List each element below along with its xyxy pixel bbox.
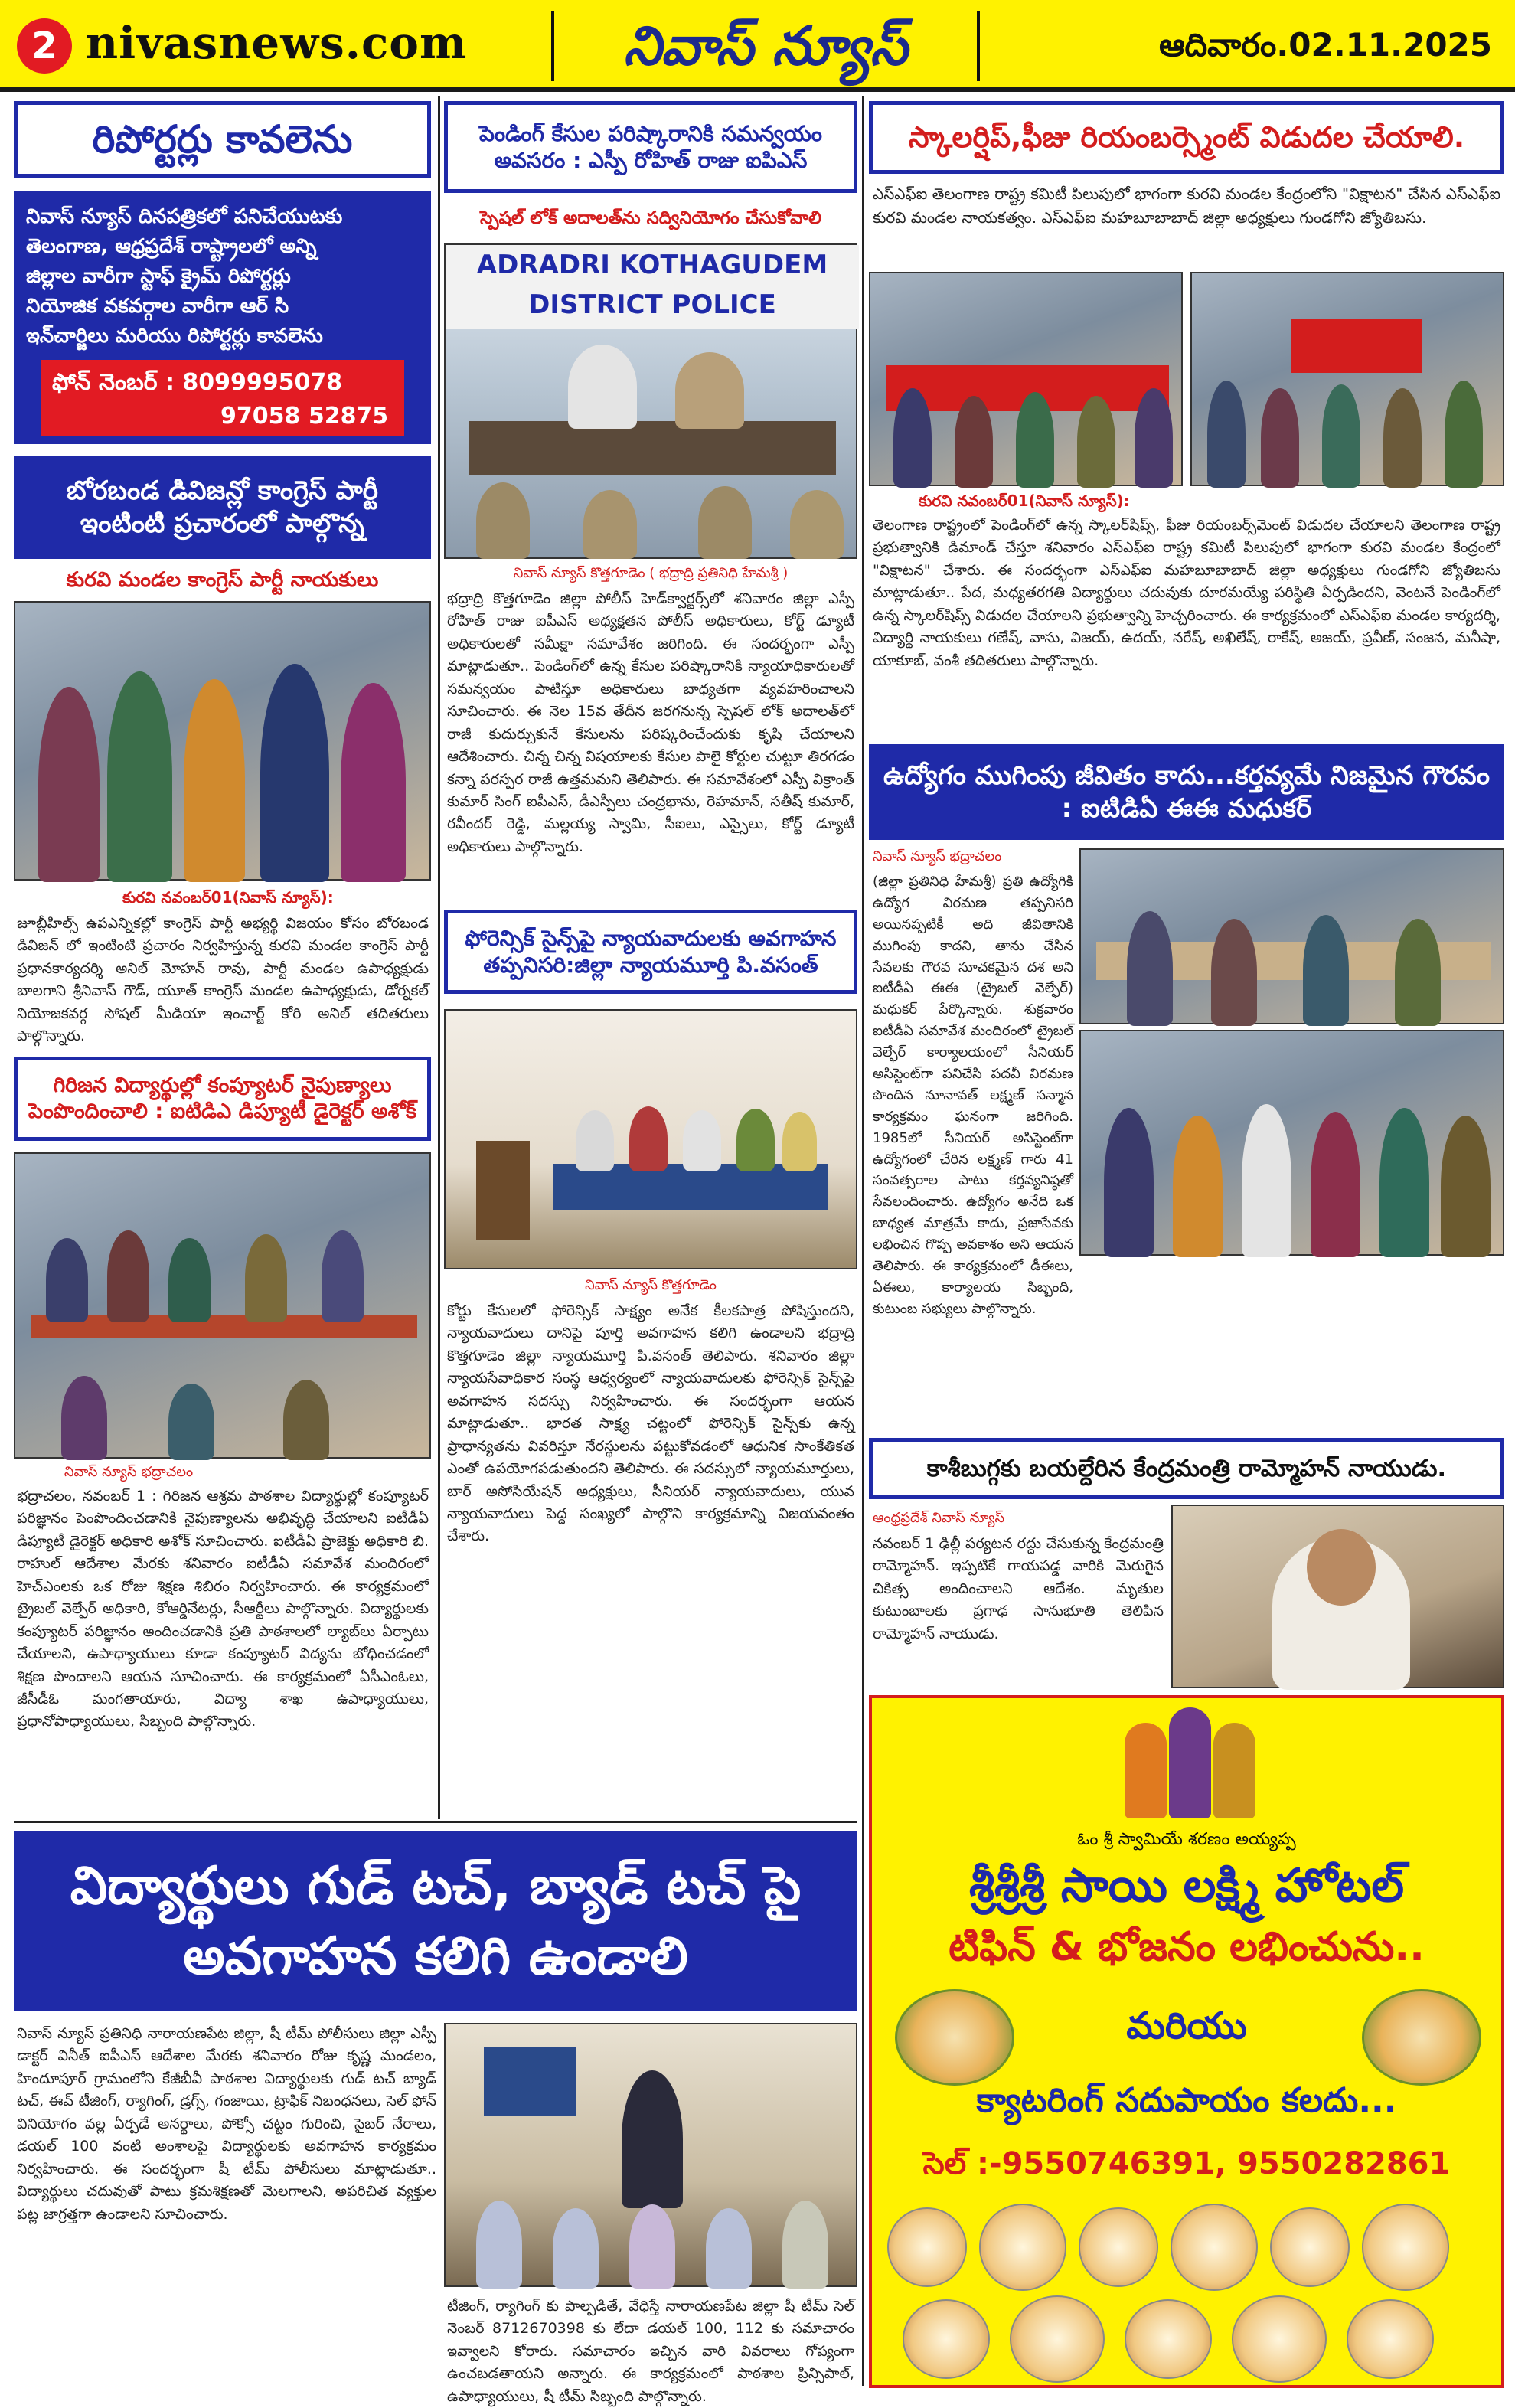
- congress-body: జూబ్లీహిల్స్ ఉపఎన్నికల్లో కాంగ్రెస్ పార్టీ అభ్యర్థి విజయం కోసం బోరబండ డివిజన్ లో ఇంటింటి ప్రచారం నిర్వహిస్తున్న కురవి మండల కాంగ్రెస్ పార్టీ ప్రధానకార్యదర్శి అనిల్ మోహన్ రావు, పార్టీ మండల ఉపాధ్యక్షుడు బాలగాని శ్రీనివాస్ గౌడ్, యూత్ కాంగ్రెస్ మండల ఉపాధ్యక్షుడు, డోర్నకల్ నియోజకవర్గ సోషల్ మీడియా ఇంచార్జ్ కోరి అనిల్ తదితరులు పాల్గొన్నారు.: [17, 915, 429, 1045]
- computer-skills-caption: నివాస్ న్యూస్ భద్రాచలం: [64, 1464, 194, 1480]
- scholarship-lede: ఎస్ఎఫ్ఐ తెలంగాణ రాష్ట్ర కమిటీ పిలుపులో భాగంగా కురవి మండల కేంద్రంలోని "విక్షాటన" చేసిన ఎస్ఎఫ్ఐ కురవి మండల నాయకత్వం. ఎస్ఎఫ్ఐ మహబూబాబాద్ జిల్లా అధ్యక్షులు గుండగోని జ్యోతిబసు.: [873, 185, 1500, 227]
- congress-dateline: కురవి నవంబర్01(నివాస్ న్యూస్):: [122, 888, 334, 907]
- section-rule: [14, 1821, 857, 1823]
- scholarship-photo-1: [869, 272, 1183, 486]
- congress-photo: [14, 601, 431, 881]
- hotel-catering: క్యాటరింగ్ సదుపాయం కలదు...: [976, 2081, 1397, 2120]
- hotel-blessing: ఓం శ్రీ స్వామియే శరణం అయ్యప్ప: [1077, 1830, 1296, 1849]
- food-image: [1010, 2295, 1105, 2383]
- deity-images: [1125, 1707, 1255, 1822]
- ad-line: జిల్లాల వారీగా స్టాఫ్ క్రైమ్ రిపోర్టర్లు: [26, 265, 291, 288]
- minister-photo: [1171, 1505, 1504, 1688]
- phone-number-2[interactable]: 97058 52875: [220, 402, 389, 430]
- computer-skills-headline: గిరిజన విద్యార్థుల్లో కంప్యూటర్ నైపుణ్యాలు పెంపొందించాలి : ఐటిడిఎ డిప్యూటీ డైరెక్టర్ అశోక్: [14, 1057, 431, 1141]
- hotel-offer: టిఫిన్ & భోజనం లభించును..: [949, 1924, 1425, 1970]
- minister-body: నవంబర్ 1 ఢిల్లీ పర్యటన రద్దు చేసుకున్న కేంద్రమంత్రి రామ్మోహన్. ఇప్పటికే గాయపడ్డ వారికి మెరుగైన చికిత్స అందించాలని ఆదేశం. మృతుల కుటుంబాలకు ప్రగాఢ సానుభూతి తెలిపిన రామ్మోహన్ నాయుడు.: [873, 1535, 1164, 1642]
- food-image: [1232, 2295, 1327, 2383]
- congress-headline: బోరబండ డివిజన్లో కాంగ్రెస్ పార్టీ ఇంటింటి ప్రచారంలో పాల్గొన్న: [14, 456, 431, 559]
- computer-skills-photo: [14, 1152, 431, 1459]
- good-touch-body: నివాస్ న్యూస్ ప్రతినిధి నారాయణపేట జిల్లా, షీ టీమ్ పోలీసులు జిల్లా ఎస్పీ డాక్టర్ వినీత్ ఐపీఎస్ ఆదేశాల మేరకు శనివారం రోజు కృష్ణ మండలం, హిందూపూర్ గ్రామంలోని కేజీబీవీ పాఠశాల విద్యార్థులకు గుడ్ టచ్ బ్యాడ్ టచ్, ఈవ్ టీజింగ్, ర్యాగింగ్, డ్రగ్స్, గంజాయి, ట్రాఫిక్ నిబంధనలు, సెల్ ఫోన్ వినియోగం వల్ల ఏర్పడే అనర్థాలు, పోక్సో చట్టం గురించి, సైబర్ నేరాలు, డయల్ 100 వంటి అంశాలపై విద్యార్థులకు అవగాహన కార్యక్రమం నిర్వహించారు. ఈ సందర్భంగా షీ టీమ్ పోలీసులు మాట్లాడుతూ.. విద్యార్థులు చదువుతో పాటు క్రమశిక్షణతో మెలగాలని, అపరిచిత వ్యక్తుల పట్ల జాగ్రత్తగా ఉండాలని సూచించారు.: [17, 2025, 436, 2223]
- food-image: [887, 2207, 967, 2287]
- forensic-photo: [444, 1009, 857, 1269]
- ad-phone-box: [41, 360, 404, 436]
- retirement-body-cont: [873, 1262, 1500, 1430]
- scholarship-body: తెలంగాణ రాష్ట్రంలో పెండింగ్‌లో ఉన్న స్కాలర్‌షిప్స్, ఫీజు రియంబర్స్‌మెంట్ విడుదల చేయాలని తెలంగాణ రాష్ట్ర ప్రభుత్వానికి డిమాండ్ చేస్తూ శనివారం ఎస్ఎఫ్ఐ రాష్ట్ర కమిటీ పిలుపులో భాగంగా కురవి మండల కేంద్రంలో "విక్షాటన" చేశారు. ఈ సందర్భంగా ఎస్ఎఫ్ఐ మహబూబాబాద్ జిల్లా అధ్యక్షులు గుండగోని జ్యోతిబసు మాట్లాడుతూ.. పేద, మధ్యతరగతి విద్యార్థులు చదువుకు దూరమయ్యే పరిస్థితి ఏర్పడిందని, వెంటనే పెండింగ్‌లో ఉన్న స్కాలర్‌షిప్స్ విడుదల చేయాలని ప్రభుత్వాన్ని హెచ్చరించారు. ఈ కార్యక్రమంలో ఎస్ఎఫ్ఐ మండల కార్యదర్శి, విద్యార్థి నాయకులు గణేష్, వాసు, విజయ్, ఉదయ్, నరేష్, అఖిలేష్, రాకేష్, అజయ్, ప్రవీణ్, సంజన, మనీషా, యాకూబ్, వంశీ తదితరులు పాల్గొన్నారు.: [873, 517, 1500, 669]
- forensic-body: కోర్టు కేసులలో ఫోరెన్సిక్ సాక్ష్యం అనేక కీలకపాత్ర పోషిస్తుందని, న్యాయవాదులు దానిపై పూర్తి అవగాహన కలిగి ఉండాలని భద్రాద్రి కొత్తగూడెం జిల్లా న్యాయమూర్తి పి.వసంత్ తెలిపారు. శనివారం జిల్లా న్యాయసేవాధికార సంస్థ ఆధ్వర్యంలో న్యాయవాదులకు ఫోరెన్సిక్ సైన్స్‌పై అవగాహన సదస్సు నిర్వహించారు. ఈ సందర్భంగా ఆయన మాట్లాడుతూ.. భారత సాక్ష్య చట్టంలో ఫోరెన్సిక్ సైన్స్‌కు ఉన్న ప్రాధాన్యతను వివరిస్తూ నేరస్థులను పట్టుకోవడంలో ఆధునిక సాంకేతికత ఎంతో ఉపయోగపడుతుందని తెలిపారు. ఈ సదస్సులో న్యాయమూర్తులు, బార్ అసోసియేషన్ అధ్యక్షులు, సీనియర్ న్యాయవాదులు, యువ న్యాయవాదులు పెద్ద సంఖ్యలో పాల్గొని కార్యక్రమాన్ని విజయవంతం చేశారు.: [447, 1302, 854, 1545]
- column-rule: [438, 96, 440, 1819]
- page-number-badge: 2: [17, 18, 72, 74]
- police-photo: [444, 243, 857, 559]
- ad-line: ఇన్‌చార్జిలు మరియు రిపోర్టర్లు కావలెను: [26, 325, 323, 348]
- district-police-banner: ADRADRI KOTHAGUDEM DISTRICT POLICE: [446, 245, 859, 329]
- forensic-headline: ఫోరెన్సిక్ సైన్స్‌పై న్యాయవాదులకు అవగాహన తప్పనిసరి:జిల్లా న్యాయమూర్తి పి.వసంత్: [444, 910, 857, 994]
- congress-subhead: కురవి మండల కాంగ్రెస్ పార్టీ నాయకులు: [66, 568, 379, 592]
- scholarship-headline: స్కాలర్షిప్,ఫీజు రియంబర్స్మెంట్ విడుదల చేయాలి.: [869, 101, 1504, 174]
- police-headline: పెండింగ్ కేసుల పరిష్కారానికి సమన్వయం అవసరం : ఎస్పీ రోహిత్ రాజు ఐపిఎస్: [444, 101, 857, 193]
- site-name[interactable]: nivasnews.com: [86, 17, 468, 69]
- hotel-ad: [869, 1695, 1504, 2388]
- police-subhead: స్పెషల్ లోక్ అదాలత్‌ను సద్వినియోగం చేసుకోవాలి: [480, 208, 821, 228]
- ad-line: నియోజిక వకవర్గాల వారీగా ఆర్ సి: [26, 295, 289, 318]
- good-touch-headline: విద్యార్థులు గుడ్ టచ్, బ్యాడ్ టచ్ పై అవగాహన కలిగి ఉండాలి: [14, 1831, 857, 2011]
- food-image: [1171, 2204, 1258, 2291]
- hotel-phone[interactable]: సెల్ :-9550746391, 9550282861: [922, 2146, 1451, 2181]
- food-image: [903, 2299, 990, 2379]
- paper-title: నివాస్ న్యూస్: [551, 11, 980, 81]
- ad-line: తెలంగాణ, ఆధ్రప్రదేశ్ రాష్ట్రాలలో అన్ని: [26, 235, 317, 258]
- food-image: [1347, 2299, 1434, 2379]
- food-image: [1079, 2207, 1158, 2287]
- police-dateline: నివాస్ న్యూస్ కొత్తగూడెం ( భద్రాద్రి ప్రతినిధి హేమశ్రీ ): [513, 565, 789, 581]
- ad-line: నివాస్ న్యూస్ దినపత్రికలో పనిచేయుటకు: [26, 205, 343, 228]
- food-image: [1270, 2207, 1350, 2287]
- hotel-and: మరియు: [1126, 2004, 1247, 2047]
- minister-headline: కాశీబుగ్గకు బయల్దేరిన కేంద్రమంత్రి రామ్మోహన్ నాయుడు.: [869, 1438, 1504, 1499]
- police-body: భద్రాద్రి కొత్తగూడెం జిల్లా పోలీస్ హెడ్‌క్వార్టర్స్‌లో శనివారం జిల్లా ఎస్పీ రోహిత్ రాజు ఐపీఎస్ అధ్యక్షతన పోలీస్ అధికారులు, కోర్ట్ డ్యూటీ అధికారులతో సమీక్షా సమావేశం జరిగింది. ఈ సందర్భంగా ఎస్పీ మాట్లాడుతూ.. పెండింగ్‌లో ఉన్న కేసుల పరిష్కారానికి న్యాయాధికారులతో సమన్వయం పాటిస్తూ అధికారులు బాధ్యతగా వ్యవహరించాలని సూచించారు. ఈ నెల 15వ తేదీన జరగనున్న స్పెషల్ లోక్ అదాలత్‌లో రాజీ కుదుర్చుకునే కేసులను పరిష్కరించేందుకు కృషి చేయాలని ఆదేశించారు. చిన్న చిన్న విషయాలకు కేసుల పాలై కోర్టుల చుట్టూ తిరగడం కన్నా పరస్పర రాజీ ఉత్తమమని తెలిపారు. ఈ సమావేశంలో ఎస్పీ విక్రాంత్ కుమార్ సింగ్ ఐపీఎస్, డీఎస్పీలు చంద్రభాను, రెహమాన్, సతీష్ కుమార్, రవీందర్ రెడ్డి, మల్లయ్య స్వామి, సీఐలు, ఎస్సైలు, కోర్ట్ డ్యూటీ అధికారులు పాల్గొన్నారు.: [447, 590, 854, 855]
- food-image: [979, 2204, 1066, 2291]
- column-rule: [862, 96, 864, 2386]
- retirement-photo-2: [1079, 1030, 1504, 1256]
- retirement-dateline: నివాస్ న్యూస్ భద్రాచలం: [873, 848, 1002, 864]
- minister-dateline: ఆంధ్రప్రదేశ్ నివాస్ న్యూస్: [873, 1510, 1005, 1526]
- scholarship-photo-2: [1190, 272, 1504, 486]
- hotel-name: శ్రీశ్రీశ్రీ సాయి లక్ష్మి హోటల్: [968, 1859, 1405, 1913]
- retirement-headline: ఉద్యోగం ముగింపు జీవితం కాదు...కర్తవ్యమే నిజమైన గౌరవం : ఐటిడిఏ ఈఈ మధుకర్: [869, 744, 1504, 840]
- food-image: [1125, 2299, 1212, 2379]
- retirement-body: (జిల్లా ప్రతినిధి హేమశ్రీ) ప్రతి ఉద్యోగికి ఉద్యోగ విరమణ తప్పనిసరి అయినప్పటికీ అది జీవితానికి ముగింపు కాదని, తాను చేసిన సేవలకు గౌరవ సూచకమైన దశ అని ఐటీడీఏ ఈఈ (ట్రైబల్ వెల్ఫేర్) మధుకర్ పేర్కొన్నారు. శుక్రవారం ఐటీడీఏ సమావేశ మందిరంలో ట్రైబల్ వెల్ఫేర్ కార్యాలయంలో సీనియర్ అసిస్టెంట్‌గా పనిచేసి పదవీ విరమణ పొందిన నూనావత్ లక్ష్మణ్ సన్మాన కార్యక్రమం ఘనంగా జరిగింది. 1985లో సీనియర్ అసిస్టెంట్‌గా ఉద్యోగంలో చేరిన లక్ష్మణ్ గారు 41 సంవత్సరాల పాటు కర్తవ్యనిష్ఠతో సేవలందించారు. ఉద్యోగం అనేది ఒక బాధ్యత మాత్రమే కాదు, ప్రజాసేవకు లభించిన గొప్ప అవకాశం అని ఆయన తెలిపారు. ఈ కార్యక్రమంలో డీఈలు, ఏఈలు, కార్యాలయ సిబ్బంది, కుటుంబ సభ్యులు పాల్గొన్నారు.: [873, 874, 1073, 1317]
- forensic-caption: నివాస్ న్యూస్ కొత్తగూడెం: [585, 1277, 717, 1293]
- computer-skills-body: భద్రాచలం, నవంబర్ 1 : గిరిజన ఆశ్రమ పాఠశాల విద్యార్థుల్లో కంప్యూటర్ పరిజ్ఞానం పెంపొందించడానికి నైపుణ్యాలను అభివృద్ధి చేయాలని ఐటీడీఏ డిప్యూటీ డైరెక్టర్ అధికారి అశోక్ సూచించారు. ఐటీడీఏ ప్రాజెక్టు అధికారి బి. రాహుల్ ఆదేశాల మేరకు శనివారం ఐటీడీఏ సమావేశ మందిరంలో హెచ్ఎంలకు ఒక రోజు శిక్షణ శిబిరం నిర్వహించారు. ఈ కార్యక్రమంలో ట్రైబల్ వెల్ఫేర్ అధికారి, కోఆర్డినేటర్లు, సీఆర్టీలు పాల్గొన్నారు. విద్యార్థులకు కంప్యూటర్ పరిజ్ఞానం అందించడానికి ప్రతి పాఠశాలలో ల్యాబ్‌లు ఏర్పాటు చేయాలని, ఉపాధ్యాయులు కూడా కంప్యూటర్ విద్యను బోధించడంలో శిక్షణ పొందాలని ఆయన సూచించారు. ఈ కార్యక్రమంలో ఏసీఎంఓలు, జీసీడీఓ మంగతాయారు, విద్యా శాఖ ఉపాధ్యాయులు, ప్రధానోపాధ్యాయులు, సిబ్బంది పాల్గొన్నారు.: [17, 1488, 429, 1730]
- issue-date: ఆదివారం.02.11.2025: [1158, 26, 1492, 64]
- scholarship-dateline: కురవి నవంబర్01(నివాస్ న్యూస్):: [919, 492, 1130, 510]
- good-touch-body-2: టీజింగ్, ర్యాగింగ్ కు పాల్పడితే, వేధిస్తే నారాయణపేట జిల్లా షీ టీమ్ సెల్ నెంబర్ 8712670398 కు లేదా డయల్ 100, 112 కు సమాచారం ఇవ్వాలని కోరారు. సమాచారం ఇచ్చిన వారి వివరాలు గోప్యంగా ఉంచబడతాయని అన్నారు. ఈ కార్యక్రమంలో పాఠశాల ప్రిన్సిపాల్, ఉపాధ్యాయులు, షీ టీమ్ సిబ్బంది పాల్గొన్నారు.: [447, 2298, 854, 2405]
- retirement-photo-1: [1079, 848, 1504, 1024]
- good-touch-photo: [444, 2023, 857, 2287]
- food-image: [1362, 2204, 1449, 2291]
- phone-number[interactable]: ఫోన్ నెంబర్ : 8099995078: [52, 369, 343, 396]
- reporters-wanted-headline: రిపోర్టర్లు కావలెను: [14, 101, 431, 178]
